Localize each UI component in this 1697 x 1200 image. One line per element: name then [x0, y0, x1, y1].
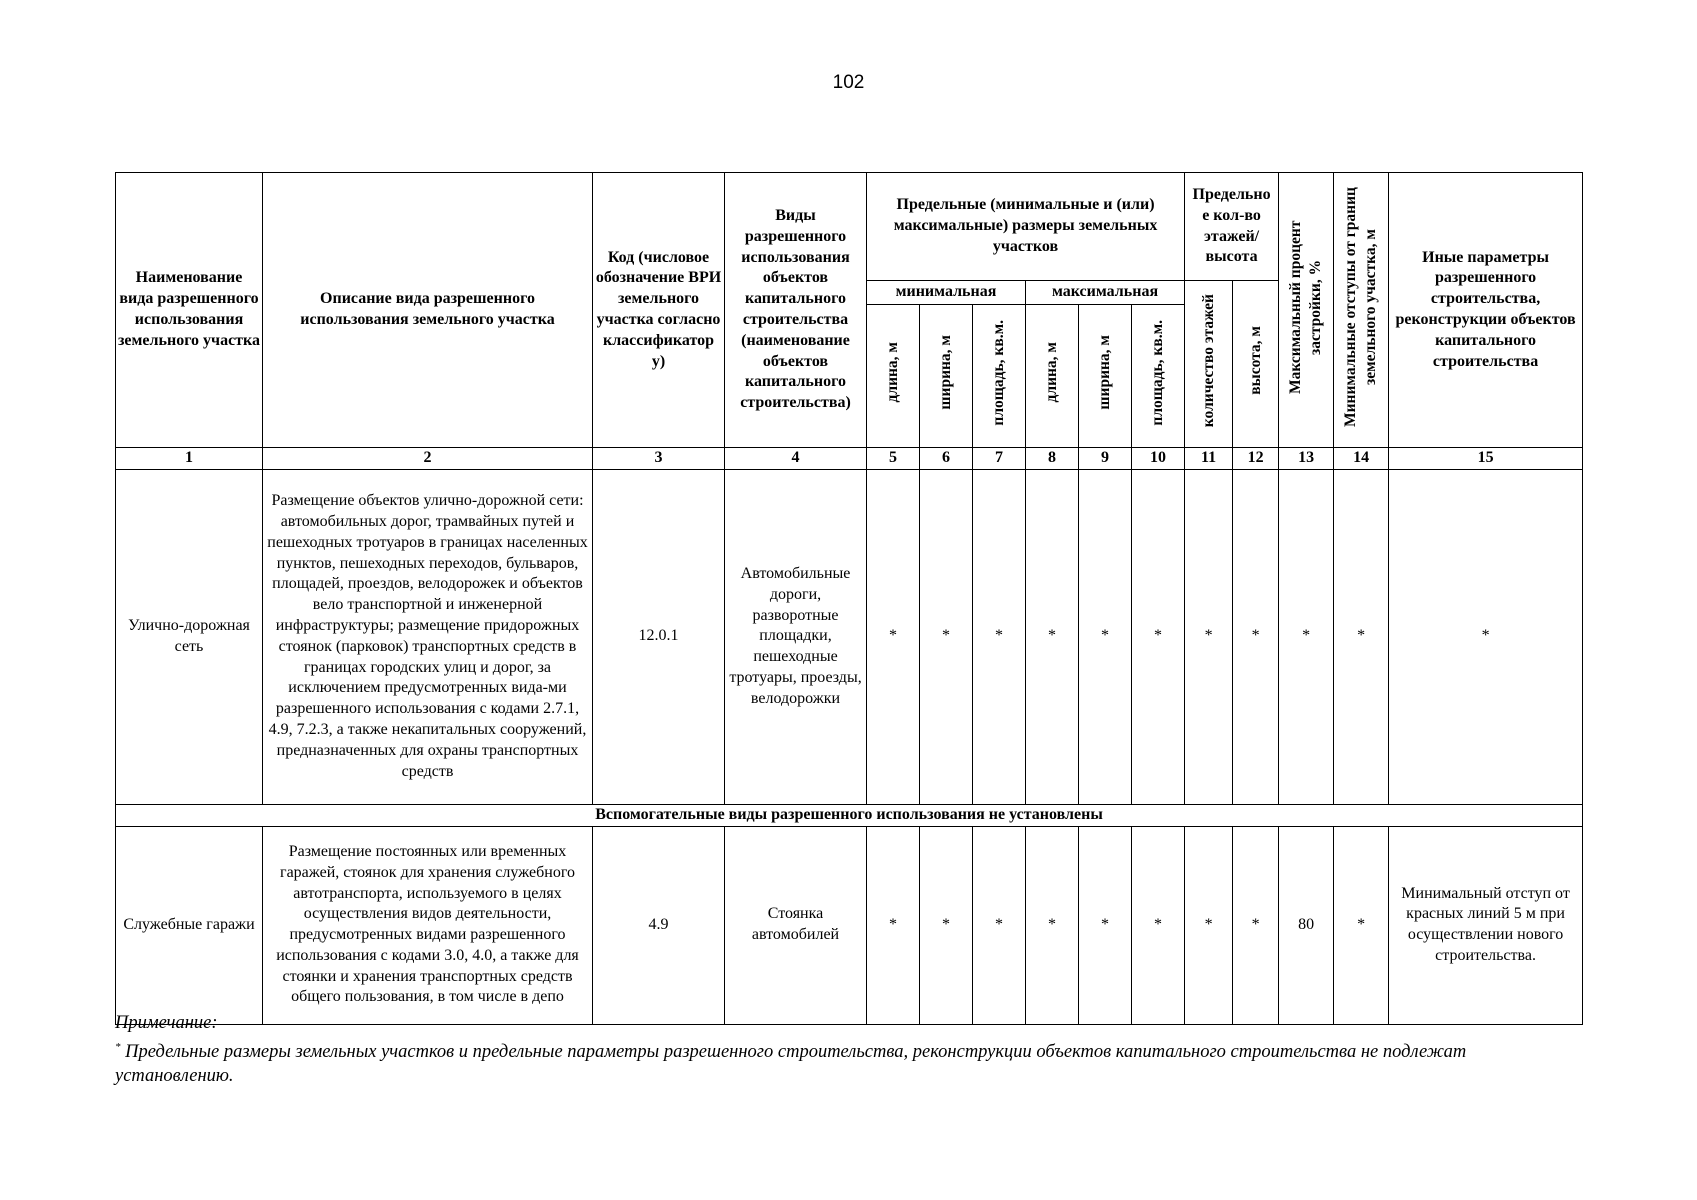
col-number: 1	[116, 448, 263, 470]
description-cell: Размещение постоянных или временных гаражей, стоянок для хранения служебного автотранспорта, используемого в целях осуществления видов деятельности, предусмотренных видами разрешенного использования с кодами 3.0, 4.0, а также для стоянки и хранения транспортных средств общего пользования, в том числе в депо	[263, 826, 593, 1024]
column-number-row	[116, 448, 1583, 470]
value-cell: *	[1279, 469, 1334, 804]
header-min-setback-label: Минимальные отступы от границ земельного участка, м	[1342, 186, 1380, 427]
section-row	[116, 804, 1583, 826]
header-plot-sizes: Предельные (минимальные и (или) максимальные) размеры земельных участков	[867, 173, 1185, 281]
header-minimal: минимальная	[867, 281, 1026, 305]
col-number: 3	[593, 448, 725, 470]
value-cell: *	[867, 469, 920, 804]
header-floors-height: Предельно е кол-во этажей/ высота	[1185, 173, 1279, 281]
col-number: 14	[1334, 448, 1389, 470]
header-min-area-label: площадь, кв.м.	[990, 319, 1007, 426]
col-number: 2	[263, 448, 593, 470]
value-cell: *	[1079, 469, 1132, 804]
header-min-area	[973, 305, 1026, 448]
use-name-cell: Улично-дорожная сеть	[116, 469, 263, 804]
objects-cell: Стоянка автомобилей	[725, 826, 867, 1024]
footnote-text: Предельные размеры земельных участков и предельные параметры разрешенного строительства, реконструкции объектов капитального строительства не подлежат установлению.	[115, 1042, 1467, 1087]
value-cell: *	[1079, 826, 1132, 1024]
col-number: 13	[1279, 448, 1334, 470]
footnote	[115, 1011, 1585, 1088]
value-cell: 80	[1279, 826, 1334, 1024]
col-number: 12	[1233, 448, 1279, 470]
other-params-cell: Минимальный отступ от красных линий 5 м при осуществлении нового строительства.	[1389, 826, 1583, 1024]
header-floors	[1185, 281, 1233, 448]
col-number: 15	[1389, 448, 1583, 470]
table-row	[116, 826, 1583, 1024]
header-other-params: Иные параметры разрешенного строительства, реконструкции объектов капитального строительства	[1389, 173, 1583, 448]
header-height-label: высота, м	[1246, 326, 1264, 395]
header-max-area-label: площадь, кв.м.	[1149, 319, 1167, 426]
col-number: 4	[725, 448, 867, 470]
value-cell: *	[1026, 826, 1079, 1024]
footnote-marker: *	[115, 1041, 121, 1053]
col-number: 9	[1079, 448, 1132, 470]
col-number: 10	[1132, 448, 1185, 470]
value-cell: *	[867, 826, 920, 1024]
value-cell: *	[1334, 826, 1389, 1024]
col-number: 6	[920, 448, 973, 470]
header-height	[1233, 281, 1279, 448]
value-cell: *	[1389, 469, 1583, 804]
header-max-width	[1079, 305, 1132, 448]
section-title: Вспомогательные виды разрешенного использования не установлены	[116, 804, 1583, 826]
header-min-width	[920, 305, 973, 448]
footnote-body	[115, 1035, 1585, 1088]
header-maximal: максимальная	[1026, 281, 1185, 305]
col-number: 7	[973, 448, 1026, 470]
col-number: 8	[1026, 448, 1079, 470]
header-row-1	[116, 173, 1583, 281]
value-cell: *	[920, 469, 973, 804]
header-max-length	[1026, 305, 1079, 448]
table-row	[116, 469, 1583, 804]
header-use-name: Наименование вида разрешенного использования земельного участка	[116, 173, 263, 448]
header-code: Код (числовое обозначение ВРИ земельного участка согласно классификатор у)	[593, 173, 725, 448]
value-cell: *	[1132, 469, 1185, 804]
value-cell: *	[1334, 469, 1389, 804]
col-number: 5	[867, 448, 920, 470]
value-cell: *	[1185, 469, 1233, 804]
value-cell: *	[920, 826, 973, 1024]
header-max-width-label: ширина, м	[1096, 335, 1113, 410]
value-cell: *	[1233, 469, 1279, 804]
value-cell: *	[973, 826, 1026, 1024]
header-max-length-label: длина, м	[1043, 342, 1060, 403]
header-min-length-label: длина, м	[884, 342, 901, 403]
header-min-width-label: ширина, м	[937, 335, 954, 410]
objects-cell: Автомобильные дороги, разворотные площадки, пешеходные тротуары, проезды, велодорожки	[725, 469, 867, 804]
value-cell: *	[973, 469, 1026, 804]
code-cell: 12.0.1	[593, 469, 725, 804]
value-cell: *	[1233, 826, 1279, 1024]
header-max-area	[1132, 305, 1185, 448]
page-number: 102	[832, 72, 865, 93]
value-cell: *	[1026, 469, 1079, 804]
header-min-length	[867, 305, 920, 448]
value-cell: *	[1185, 826, 1233, 1024]
header-min-setback	[1334, 173, 1389, 448]
use-name-cell: Служебные гаражи	[116, 826, 263, 1024]
code-cell: 4.9	[593, 826, 725, 1024]
description-cell: Размещение объектов улично-дорожной сети: автомобильных дорог, трамвайных путей и пешеходных тротуаров в границах населенных пунктов, пешеходных переходов, бульваров, площадей, проездов, велодорожек и объектов вело транспортной и инженерной инфраструктуры; размещение придорожных стоянок (парковок) транспортных средств в границах городских улиц и дорог, за исключением предусмотренных вида-ми разрешенного использования с кодами 2.7.1, 4.9, 7.2.3, а также некапитальных сооружений, предназначенных для охраны транспортных средств	[263, 469, 593, 804]
header-max-percent-label: Максимальный процент застройки, %	[1287, 219, 1325, 394]
value-cell: *	[1132, 826, 1185, 1024]
header-objects: Виды разрешенного использования объектов капитального строительства (наименование объектов капитального строительства)	[725, 173, 867, 448]
footnote-title: Примечание:	[115, 1013, 218, 1033]
header-floors-label: количество этажей	[1199, 294, 1217, 428]
zoning-parameters-table	[115, 172, 1583, 1025]
header-max-percent	[1279, 173, 1334, 448]
col-number: 11	[1185, 448, 1233, 470]
header-description: Описание вида разрешенного использования земельного участка	[263, 173, 593, 448]
